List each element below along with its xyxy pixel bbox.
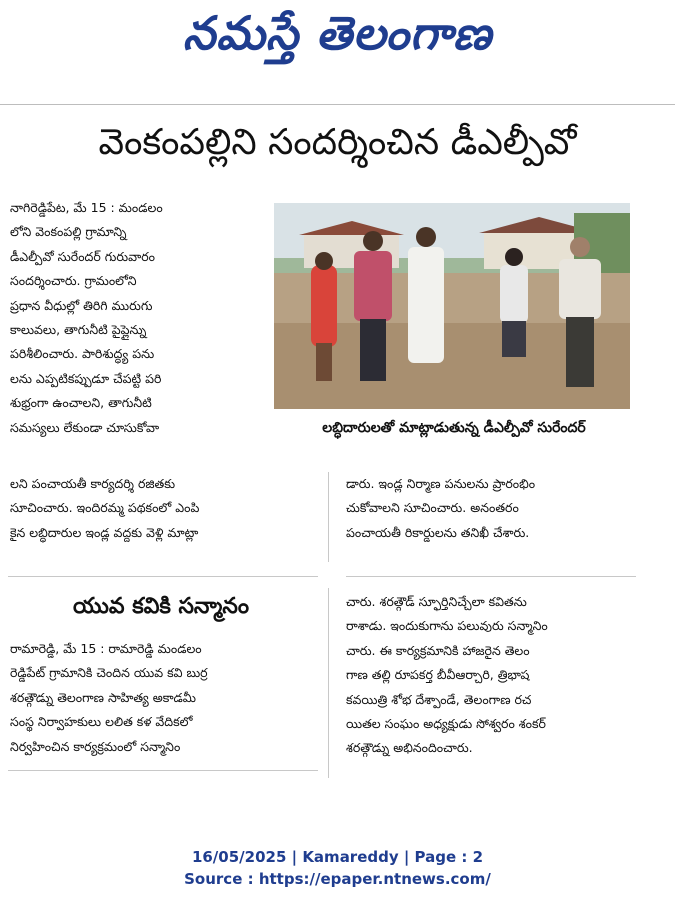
article-body-column-1: నాగిరెడ్డిపేట, మే 15 : మండలం లోని వెంకంపల్లి గ్రామాన్ని డీఎల్పీవో సురేందర్ గురువారం సందర్శించారు. గ్రామంలోని ప్రధాన వీధుల్లో తిరిగి మురుగు కాలువలు, తాగునీటి పైప్లైన్ను పరిశీలించారు. పారిశుద్ధ్య పను లను ఎప్పటికప్పుడూ చేపట్టి పరి శుభ్రంగా ఉంచాలని, తాగునీటి సమస్యలు లేకుండా చూసుకోవా bbox=[10, 200, 163, 435]
page-footer bbox=[0, 846, 675, 890]
divider bbox=[8, 770, 318, 771]
footer-date-line: 16/05/2025 | Kamareddy | Page : 2 bbox=[191, 848, 484, 866]
divider bbox=[346, 576, 636, 577]
column-divider bbox=[328, 472, 329, 562]
article-body-column-2: లని పంచాయతీ కార్యదర్శి రజితకు సూచించారు. ఇందిరమ్మ పథకంలో ఎంపి కైన లబ్ధిదారుల ఇండ్ల వద్దకు వెళ్లి మాట్లా bbox=[10, 476, 200, 540]
photo-caption: లబ్ధిదారులతో మాట్లాడుతున్న డీఎల్పీవో సురేందర్ bbox=[322, 420, 586, 436]
news-photo-illustration bbox=[274, 203, 630, 409]
news-photo bbox=[274, 203, 630, 409]
article-headline-2: యువ కవికి సన్మానం bbox=[73, 594, 249, 619]
article2-body-column-2: చారు. శరత్గౌడ్ స్ఫూర్తినిచ్చేలా కవితను రాశాడు. ఇందుకుగాను పలువురు సన్మానిం చారు. ఈ కార్యక్రమానికి హాజరైన తెలం గాణ తల్లి రూపకర్త బీవీఆర్చారి, త్రిభాష కవయిత్రి శోభ దేశ్పాండే, తెలంగాణ రచ యితల సంఘం అధ్యక్షుడు సోశ్వరం శంకర్ శరత్గౌడ్ను అభినందించారు. bbox=[346, 594, 548, 756]
article-body-column-3: డారు. ఇండ్ల నిర్మాణ పనులను ప్రారంభిం చుకోవాలని సూచించారు. అనంతరం పంచాయతీ రికార్డులను తనిఖీ చేశారు. bbox=[346, 476, 536, 540]
divider bbox=[8, 576, 318, 577]
column-divider bbox=[328, 588, 329, 778]
divider bbox=[0, 104, 675, 105]
newspaper-masthead: నమస్తే తెలంగాణ bbox=[182, 6, 493, 60]
article-headline: వెంకంపల్లిని సందర్శించిన డీఎల్పీవో bbox=[98, 122, 577, 163]
footer-source-line: Source : https://epaper.ntnews.com/ bbox=[184, 870, 491, 888]
article2-body-column-1: రామారెడ్డి, మే 15 : రామారెడ్డి మండలం రెడ్డిపేట్ గ్రామానికి చెందిన యువ కవి బుర్ర శరత్గౌడ్ను తెలంగాణ సాహిత్య అకాడమీ సంస్థ నిర్వాహకులు లలిత కళ వేదికలో నిర్వహించిన కార్యక్రమంలో సన్మానిం bbox=[10, 641, 208, 754]
